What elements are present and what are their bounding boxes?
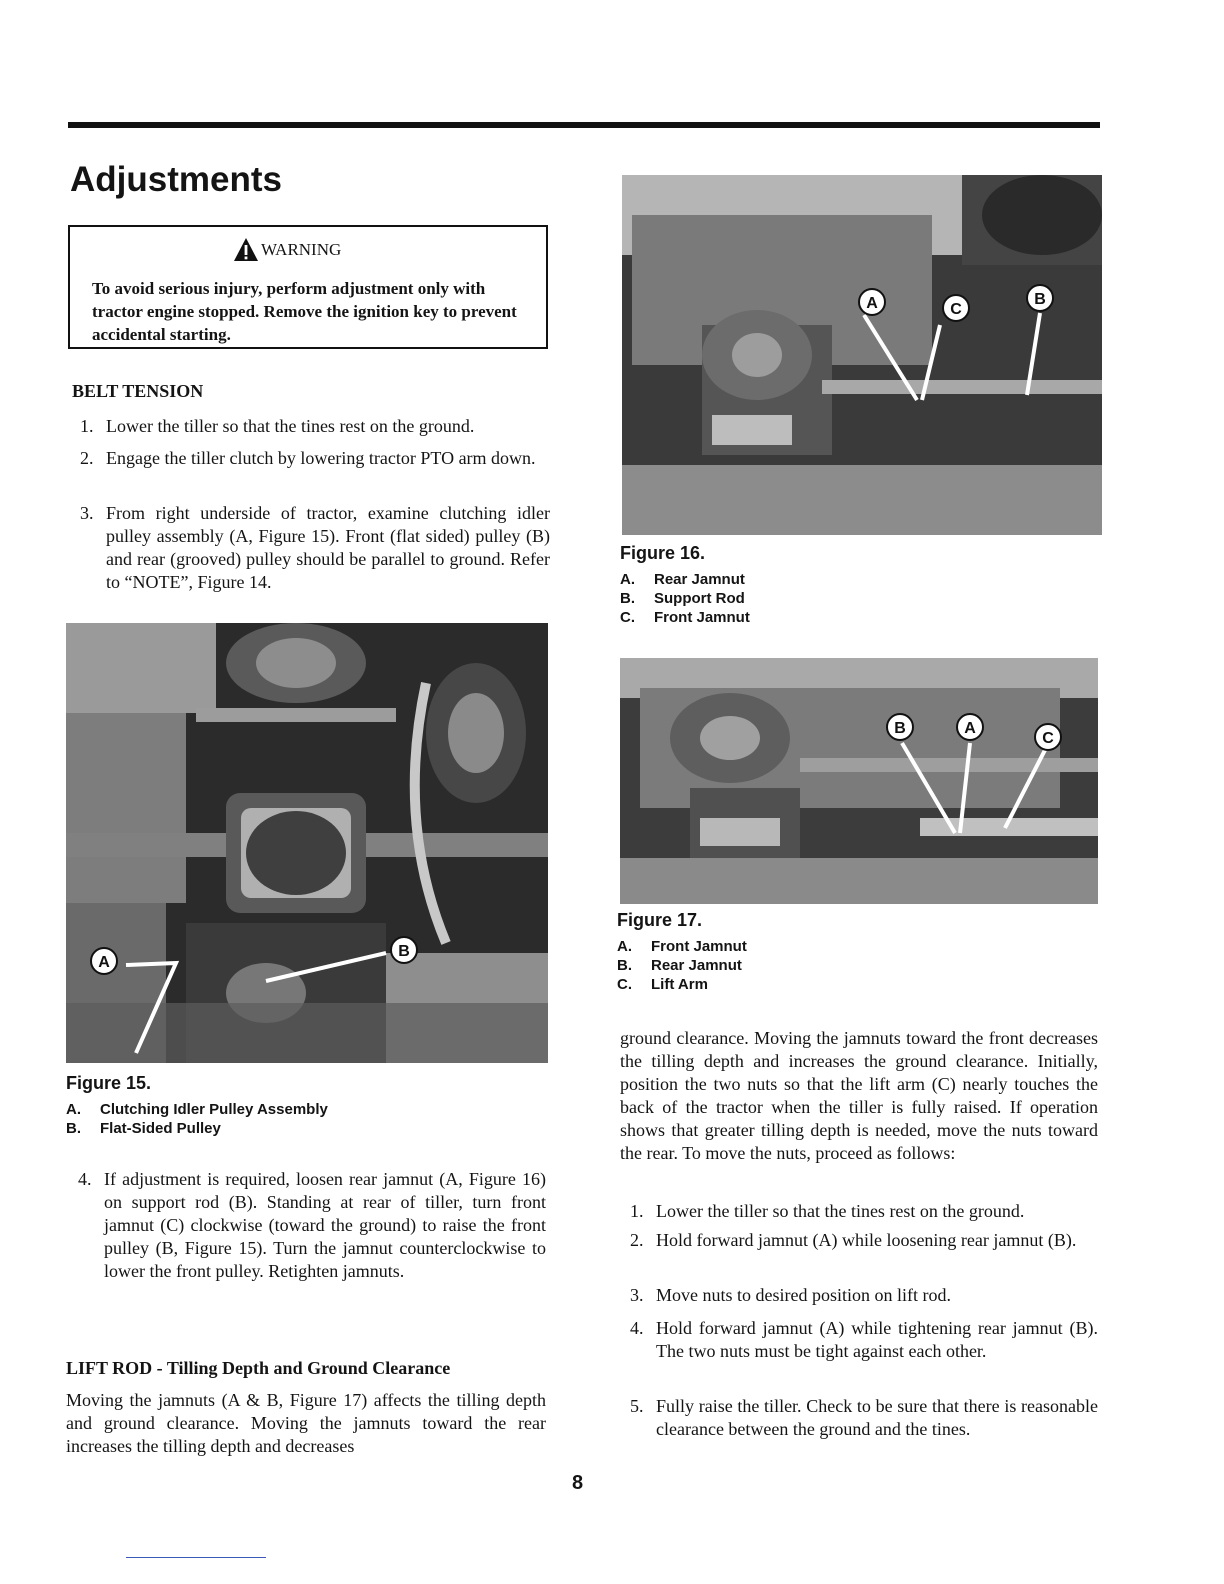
belt-step-1	[80, 415, 550, 438]
lift-rod-heading: LIFT ROD - Tilling Depth and Ground Clearance	[66, 1358, 451, 1378]
step-text: Move nuts to desired position on lift rod.	[656, 1285, 951, 1305]
warning-box	[68, 225, 548, 349]
header-rule	[68, 122, 1100, 128]
step-text: Lower the tiller so that the tines rest on the ground.	[106, 416, 475, 436]
step-number: 2.	[630, 1230, 644, 1250]
step-text: Hold forward jamnut (A) while loosening rear jamnut (B).	[656, 1230, 1077, 1250]
lift-step-3	[630, 1284, 1098, 1307]
figure-16-photo	[622, 175, 1102, 535]
lift-step-4	[630, 1317, 1098, 1363]
lift-step-2	[630, 1229, 1098, 1252]
warning-label: WARNING	[261, 240, 342, 259]
step-number: 3.	[630, 1285, 644, 1305]
lift-rod-intro-right: ground clearance. Moving the jamnuts toward the front decreases the tilling depth and increases the ground clearance. Initially, position the two nuts so that the lift arm (C) nearly touches the back of the tractor when the tiller is fully raised. If operation shows that greater tilling depth is needed, move the nuts toward the rear. To move the nuts, proceed as follows:	[620, 1028, 1098, 1163]
fig16-marker-a: A	[866, 295, 878, 312]
figure-16-label: Figure 16.	[620, 543, 706, 563]
step-number: 2.	[80, 448, 94, 468]
belt-step-4	[78, 1168, 546, 1283]
caption-item: A. Rear Jamnut	[620, 571, 745, 588]
figure-15-label: Figure 15.	[66, 1073, 152, 1093]
fig17-marker-b: B	[894, 720, 906, 737]
fig15-marker-a: A	[98, 954, 110, 971]
lift-rod-intro-left: Moving the jamnuts (A & B, Figure 17) affects the tilling depth and ground clearance. Moving the jamnuts toward the rear increases the tilling depth and decreases	[66, 1390, 546, 1456]
caption-item: A. Front Jamnut	[617, 938, 747, 955]
fig17-marker-a: A	[964, 720, 976, 737]
page-number: 8	[572, 1472, 584, 1494]
step-text: If adjustment is required, loosen rear jamnut (A, Figure 16) on support rod (B). Standing at rear of tiller, turn front jamnut (C) clockwise (toward the ground) to raise the front pulley (B, Figure 15). Turn the jamnut counterclockwise to lower the front pulley. Retighten jamnuts.	[104, 1169, 546, 1281]
caption-item: B. Rear Jamnut	[617, 957, 742, 974]
step-text: Hold forward jamnut (A) while tightening rear jamnut (B). The two nuts must be tight against each other.	[656, 1318, 1098, 1361]
caption-item: A. Clutching Idler Pulley Assembly	[66, 1101, 328, 1118]
step-text: Fully raise the tiller. Check to be sure that there is reasonable clearance between the ground and the tines.	[656, 1396, 1098, 1439]
caption-item: B. Support Rod	[620, 590, 745, 607]
step-number: 4.	[78, 1169, 92, 1189]
step-number: 5.	[630, 1396, 644, 1416]
belt-tension-heading: BELT TENSION	[72, 381, 204, 401]
figure-17-label: Figure 17.	[617, 910, 703, 930]
page-title: Adjustments	[70, 160, 282, 199]
warning-text: To avoid serious injury, perform adjustment only with tractor engine stopped. Remove the ignition key to prevent accidental starting.	[92, 279, 517, 344]
caption-item: C. Lift Arm	[617, 976, 708, 993]
figure-17-caption	[617, 910, 747, 994]
step-number: 4.	[630, 1318, 644, 1338]
step-number: 1.	[630, 1201, 644, 1221]
step-text: From right underside of tractor, examine clutching idler pulley assembly (A, Figure 15). Front (flat sided) pulley (B) and rear (grooved) pulley should be parallel to ground. Refer to “NOTE”, Figure 14.	[106, 503, 550, 592]
step-number: 3.	[80, 503, 94, 523]
warning-triangle-icon	[233, 237, 259, 263]
belt-step-3	[80, 502, 550, 594]
fig15-marker-b: B	[398, 943, 410, 960]
caption-item: C. Front Jamnut	[620, 609, 750, 626]
lift-step-1	[630, 1200, 1098, 1223]
step-text: Engage the tiller clutch by lowering tractor PTO arm down.	[106, 448, 536, 468]
caption-item: B. Flat-Sided Pulley	[66, 1120, 221, 1137]
belt-step-2	[80, 447, 550, 470]
figure-15-photo	[66, 623, 548, 1063]
figure-15-caption	[66, 1073, 328, 1138]
figure-17-photo	[620, 658, 1098, 904]
fig16-marker-b: B	[1034, 291, 1046, 308]
figure-16-caption	[620, 543, 750, 627]
step-text: Lower the tiller so that the tines rest on the ground.	[656, 1201, 1025, 1221]
fig17-marker-c: C	[1042, 730, 1054, 747]
footer-line	[126, 1557, 266, 1558]
warning-header	[233, 237, 341, 263]
lift-step-5	[630, 1395, 1098, 1441]
step-number: 1.	[80, 416, 94, 436]
fig16-marker-c: C	[950, 301, 962, 318]
